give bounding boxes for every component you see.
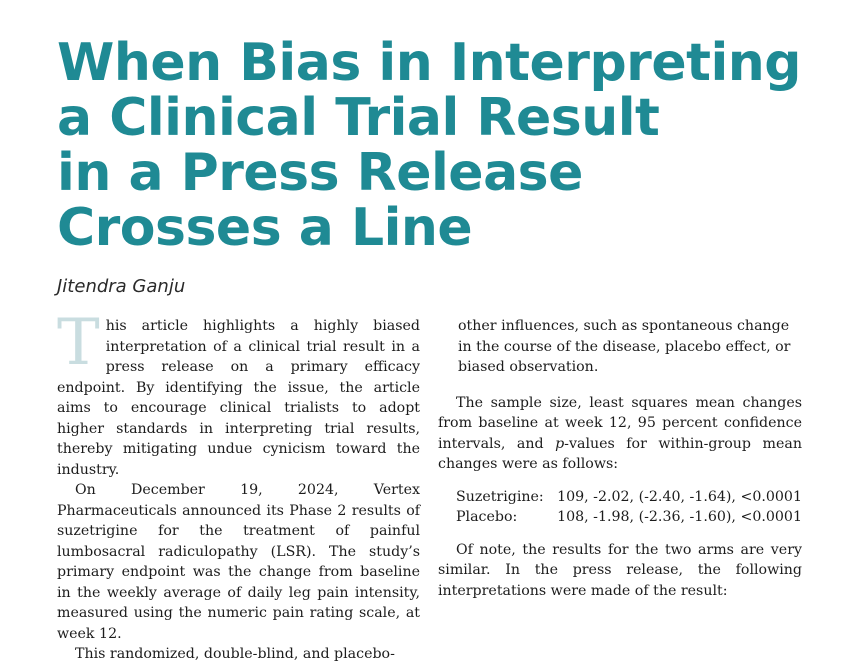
results-row bbox=[456, 487, 802, 508]
arm-label: Placebo: bbox=[456, 509, 518, 525]
title-line: When Bias in Interpreting bbox=[57, 33, 802, 93]
article-title bbox=[57, 33, 837, 258]
results-table bbox=[456, 487, 802, 528]
left-column bbox=[57, 306, 420, 665]
results-row bbox=[456, 507, 802, 528]
arm-values: 108, -1.98, (-2.36, -1.60), <0.0001 bbox=[557, 509, 802, 525]
sample-size-text-end: -values for within-group mean changes were as follows: bbox=[438, 435, 802, 472]
author-byline: Jitendra Ganju bbox=[57, 276, 186, 297]
announcement-paragraph: On December 19, 2024, Vertex Pharmaceuticals announced its Phase 2 results of suzetrigine for the treatment of painful lumbosacral radiculopathy (LSR). The study’s primary endpoint was the change from baseline in the weekly average of daily leg pain intensity, measured using the numeric pain rating scale, at week 12. bbox=[57, 482, 420, 642]
intro-paragraph-text: his article highlights a highly biased interpretation of a clinical trial result in a press release on a primary efficacy endpoint. By identifying the issue, the article aims to encourage clinical trialists to adopt higher standards in interpreting trial results, thereby mitigating undue cynicism toward the industry. bbox=[57, 318, 420, 478]
sample-size-text: The sample size, least squares mean changes from baseline at week 12, 95 percent confidence intervals, and bbox=[438, 394, 802, 452]
p-value-symbol: p bbox=[555, 435, 565, 452]
drop-cap: T bbox=[57, 306, 100, 380]
sample-size-paragraph bbox=[438, 393, 802, 475]
interpretation-paragraph: Of note, the results for the two arms are very similar. In the press release, the following interpretations were made of the result: bbox=[438, 541, 802, 599]
design-paragraph: This randomized, double-blind, and placebo- bbox=[75, 646, 395, 662]
title-line: Crosses a Line bbox=[57, 198, 473, 258]
title-line: in a Press Release bbox=[57, 143, 583, 203]
title-line: a Clinical Trial Result bbox=[57, 88, 660, 148]
right-column bbox=[438, 316, 802, 613]
arm-label: Suzetrigine: bbox=[456, 488, 544, 505]
arm-values: 109, -2.02, (-2.40, -1.64), <0.0001 bbox=[557, 488, 802, 505]
intro-paragraph bbox=[57, 306, 420, 480]
continued-paragraph: other influences, such as spontaneous change in the course of the disease, placebo effect, or biased observation. bbox=[458, 318, 791, 375]
